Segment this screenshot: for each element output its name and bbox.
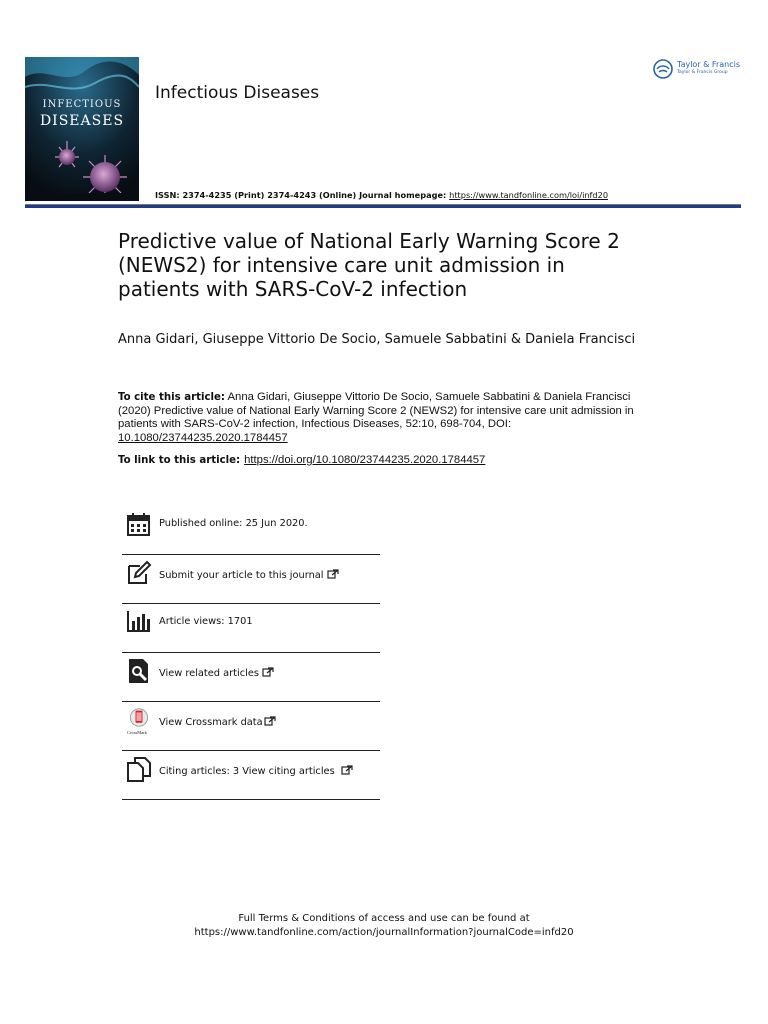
info-divider: [122, 554, 380, 555]
issn-line: [155, 190, 608, 200]
publisher-group-name: Taylor & Francis Group: [677, 70, 728, 75]
citation-text: Anna Gidari, Giuseppe Vittorio De Socio, Samuele Sabbatini & Daniela Francisci (2020) Predictive value of National Early Warning Score 2 (NEWS2) for intensive care unit admission in patients with SARS-CoV-2 infection, Infectious Diseases, 52:10, 698-704, DOI:: [118, 391, 634, 431]
article-title: Predictive value of National Early Warning Score 2 (NEWS2) for intensive care unit admission in patients with SARS-CoV-2 infection: [118, 229, 620, 301]
info-item-crossmark[interactable]: [122, 704, 380, 752]
crossmark-data-link[interactable]: [159, 716, 276, 728]
related-articles-link[interactable]: [159, 667, 274, 679]
search-document-icon: [126, 658, 152, 684]
citing-articles-link[interactable]: [159, 765, 353, 777]
citation-label: To cite this article:: [118, 392, 225, 403]
info-divider: [122, 750, 380, 751]
info-item-citing[interactable]: [122, 753, 380, 801]
journal-cover-image: [25, 57, 139, 201]
article-doi-url-link[interactable]: https://doi.org/10.1080/23744235.2020.1784457: [244, 454, 486, 466]
cover-title-line1: INFECTIOUS: [42, 99, 122, 110]
article-views-text: Article views: 1701: [159, 616, 253, 627]
published-date-text: Published online: 25 Jun 2020.: [159, 518, 308, 529]
header-divider-thick: [25, 205, 741, 208]
submit-article-link[interactable]: [159, 569, 339, 581]
calendar-icon: [126, 511, 152, 537]
info-divider: [122, 701, 380, 702]
crossmark-label: View Crossmark data: [159, 717, 263, 728]
journal-name: Infectious Diseases: [155, 83, 320, 103]
footer-terms-url[interactable]: https://www.tandfonline.com/action/journalInformation?journalCode=infd20: [194, 926, 574, 938]
info-item-related[interactable]: [122, 655, 380, 703]
link-label: To link to this article:: [118, 455, 241, 466]
crossmark-icon-text: CrossMark: [127, 730, 147, 735]
citation-doi-link[interactable]: 10.1080/23744235.2020.1784457: [118, 431, 288, 444]
bar-chart-icon: [126, 609, 152, 635]
info-divider: [122, 652, 380, 653]
publisher-name: Taylor & Francis: [677, 60, 740, 69]
external-link-icon: [341, 765, 353, 775]
info-item-submit[interactable]: [122, 558, 380, 606]
submit-article-label: Submit your article to this journal: [159, 570, 324, 581]
related-articles-label: View related articles: [159, 668, 259, 679]
info-item-views: [122, 606, 380, 654]
taylor-francis-logo-icon: [653, 59, 673, 79]
citation-block: [118, 391, 648, 445]
terms-footer: [0, 912, 768, 939]
external-link-icon: [327, 569, 339, 579]
issn-text: ISSN: 2374-4235 (Print) 2374-4243 (Online) Journal homepage:: [155, 190, 450, 200]
publisher-logo[interactable]: [653, 58, 748, 82]
edit-icon: [126, 560, 152, 586]
copy-documents-icon: [126, 756, 152, 782]
journal-homepage-link[interactable]: https://www.tandfonline.com/loi/infd20: [449, 190, 609, 200]
citing-articles-label: Citing articles: 3 View citing articles: [159, 766, 335, 777]
info-divider: [122, 603, 380, 604]
external-link-icon: [264, 716, 276, 726]
info-item-published: [122, 507, 380, 555]
footer-line1: Full Terms & Conditions of access and use can be found at: [238, 913, 530, 924]
info-divider: [122, 799, 380, 800]
virus-illustration: [25, 57, 139, 201]
external-link-icon: [262, 667, 274, 677]
cover-title-line2: DISEASES: [39, 113, 125, 129]
article-link-line: [118, 454, 485, 466]
article-authors: Anna Gidari, Giuseppe Vittorio De Socio, Samuele Sabbatini & Daniela Francisci: [118, 332, 636, 347]
